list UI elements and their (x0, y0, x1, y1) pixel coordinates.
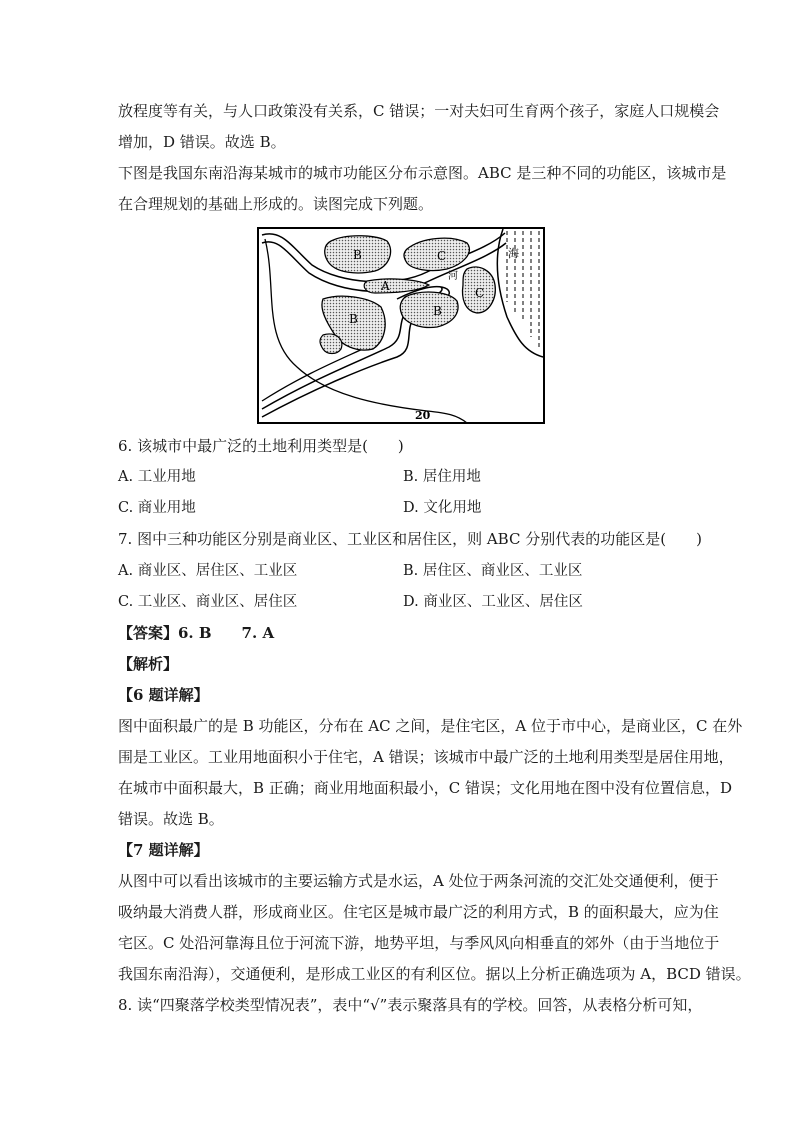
detail-6-line-3: 在城市中面积最大，B 正确；商业用地面积最小，C 错误；文化用地在图中没有位置信息，D (118, 779, 733, 797)
detail-6-line-4: 错误。故选 B。 (118, 810, 224, 828)
intro-line-2: 增加，D 错误。故选 B。 (118, 133, 286, 151)
intro-line-3: 下图是我国东南沿海某城市的城市功能区分布示意图。ABC 是三种不同的功能区，该城市是 (118, 164, 727, 182)
detail-7-heading: 【7 题详解】 (118, 841, 209, 859)
q7-option-a: A. 商业区、居住区、工业区 (118, 563, 298, 579)
label-b-mid: B (433, 304, 442, 318)
q7-stem: 7. 图中三种功能区分别是商业区、工业区和居住区，则 ABC 分别代表的功能区是( ) (118, 530, 702, 548)
city-function-zone-map (257, 227, 545, 424)
detail-6-line-1: 图中面积最广的是 B 功能区，分布在 AC 之间，是住宅区，A 位于市中心，是商业区，C 在外 (118, 717, 743, 735)
question-8-line: 8. 读“四聚落学校类型情况表”，表中“√”表示聚落具有的学校。回答，从表格分析可知， (118, 996, 703, 1014)
label-c-top: C (437, 249, 447, 263)
label-a: A (381, 279, 390, 293)
q6-option-c: C. 商业用地 (118, 500, 196, 516)
intro-line-4: 在合理规划的基础上形成的。读图完成下列题。 (118, 195, 434, 213)
detail-6-heading: 【6 题详解】 (118, 686, 209, 704)
q6-option-b: B. 居住用地 (403, 469, 481, 485)
intro-line-1: 放程度等有关，与人口政策没有关系，C 错误；一对夫妇可生育两个孩子，家庭人口规模会 (118, 102, 720, 120)
q6-option-d: D. 文化用地 (403, 500, 482, 516)
analysis-heading: 【解析】 (118, 655, 179, 673)
label-b-left: B (349, 312, 358, 326)
label-contour: 20 (415, 409, 431, 422)
q7-option-d: D. 商业区、工业区、居住区 (403, 594, 583, 610)
q7-option-c: C. 工业区、商业区、居住区 (118, 594, 298, 610)
detail-6-line-2: 围是工业区。工业用地面积小于住宅，A 错误；该城市中最广泛的土地利用类型是居住用地， (118, 748, 734, 766)
detail-7-line-1: 从图中可以看出该城市的主要运输方式是水运，A 处位于两条河流的交汇处交通便利，便于 (118, 872, 719, 890)
label-b-top: B (353, 248, 362, 262)
detail-7-line-2: 吸纳最大消费人群，形成商业区。住宅区是城市最广泛的利用方式，B 的面积最大，应为住 (118, 903, 719, 921)
detail-7-line-4: 我国东南沿海），交通便利，是形成工业区的有利区位。据以上分析正确选项为 A，BCD 错误。 (118, 965, 751, 983)
q6-option-a: A. 工业用地 (118, 469, 196, 485)
zone-b-mid (400, 292, 458, 327)
q7-option-b: B. 居住区、商业区、工业区 (403, 563, 583, 579)
label-sea: 海 (508, 247, 519, 260)
q6-stem: 6. 该城市中最广泛的土地利用类型是( ) (118, 437, 404, 455)
label-c-right: C (475, 286, 485, 300)
answer-line: 【答案】6. B 7. A (118, 624, 275, 642)
label-river: 河 (448, 271, 458, 282)
detail-7-line-3: 宅区。C 处沿河靠海且位于河流下游，地势平坦，与季风风向相垂直的郊外（由于当地位于 (118, 934, 720, 952)
